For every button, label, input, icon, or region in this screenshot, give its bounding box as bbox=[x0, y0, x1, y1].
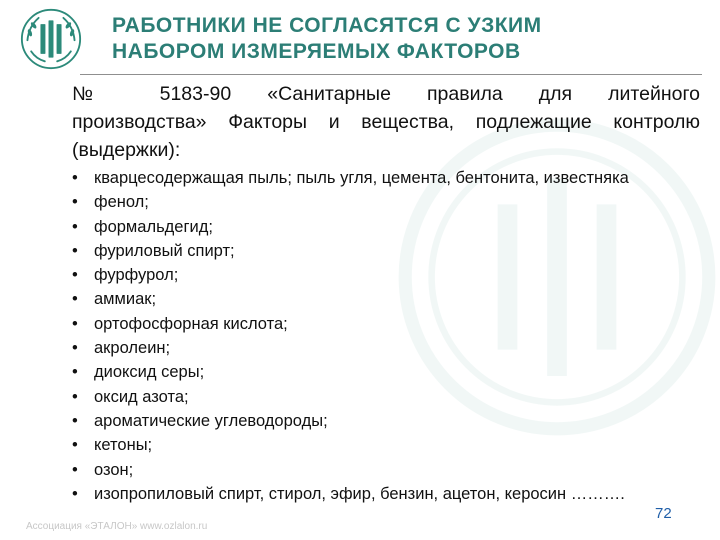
bullet-icon: • bbox=[72, 217, 78, 236]
bullet-icon: • bbox=[72, 387, 78, 406]
bullet-icon: • bbox=[72, 436, 78, 455]
bullet-icon: • bbox=[72, 169, 78, 187]
list-item bbox=[72, 287, 712, 311]
list-item-text: диоксид серы; bbox=[94, 363, 205, 382]
list-item bbox=[72, 215, 712, 239]
list-item-text: кетоны; bbox=[94, 436, 153, 455]
list-item bbox=[72, 409, 712, 433]
list-item-text: кварцесодержащая пыль; пыль угля, цемента, бентонита, известняка bbox=[94, 169, 629, 187]
list-item bbox=[72, 312, 712, 336]
list-item-text: фурфурол; bbox=[94, 266, 179, 285]
list-item bbox=[72, 166, 712, 190]
list-item bbox=[72, 239, 712, 263]
title-divider bbox=[80, 74, 702, 75]
list-item-text: аммиак; bbox=[94, 290, 157, 309]
list-item-text: ортофосфорная кислота; bbox=[94, 314, 288, 333]
list-item-text: изопропиловый спирт, стирол, эфир, бензин, ацетон, керосин ………. bbox=[94, 484, 625, 503]
bullet-icon: • bbox=[72, 266, 78, 285]
list-item bbox=[72, 190, 712, 214]
slide-title-line-2: НАБОРОМ ИЗМЕРЯЕМЫХ ФАКТОРОВ bbox=[112, 40, 521, 63]
intro-paragraph bbox=[72, 80, 700, 164]
bullet-icon: • bbox=[72, 314, 78, 333]
slide-title-line-1: РАБОТНИКИ НЕ СОГЛАСЯТСЯ С УЗКИМ bbox=[112, 14, 542, 37]
footer-text: Ассоциация «ЭТАЛОН» www.ozlalon.ru bbox=[26, 521, 208, 532]
list-item-text: акролеин; bbox=[94, 339, 171, 358]
bullet-icon: • bbox=[72, 484, 78, 503]
list-item bbox=[72, 482, 712, 506]
etalon-logo-icon bbox=[20, 8, 82, 70]
list-item-text: озон; bbox=[94, 460, 134, 479]
list-item-text: оксид азота; bbox=[94, 387, 189, 406]
bullet-icon: • bbox=[72, 363, 78, 382]
intro-line-2: производства» Факторы и вещества, подлежащие контролю bbox=[72, 111, 700, 133]
intro-line-1: № 5183-90 «Санитарные правила для литейного bbox=[72, 83, 700, 105]
list-item-text: ароматические углеводороды; bbox=[94, 411, 328, 430]
bullet-icon: • bbox=[72, 460, 78, 479]
list-item-text: формальдегид; bbox=[94, 217, 213, 236]
list-item bbox=[72, 263, 712, 287]
bullet-icon: • bbox=[72, 193, 78, 212]
list-item-text: фуриловый спирт; bbox=[94, 241, 235, 260]
list-item-text: фенол; bbox=[94, 193, 149, 212]
list-item bbox=[72, 336, 712, 360]
factor-list bbox=[72, 166, 712, 506]
list-item bbox=[72, 433, 712, 457]
bullet-icon: • bbox=[72, 290, 78, 309]
slide-title bbox=[112, 13, 712, 65]
list-item bbox=[72, 458, 712, 482]
bullet-icon: • bbox=[72, 339, 78, 358]
bullet-icon: • bbox=[72, 411, 78, 430]
page-number: 72 bbox=[655, 505, 672, 522]
intro-line-3: (выдержки): bbox=[72, 139, 181, 161]
list-item bbox=[72, 385, 712, 409]
bullet-icon: • bbox=[72, 241, 78, 260]
list-item bbox=[72, 360, 712, 384]
